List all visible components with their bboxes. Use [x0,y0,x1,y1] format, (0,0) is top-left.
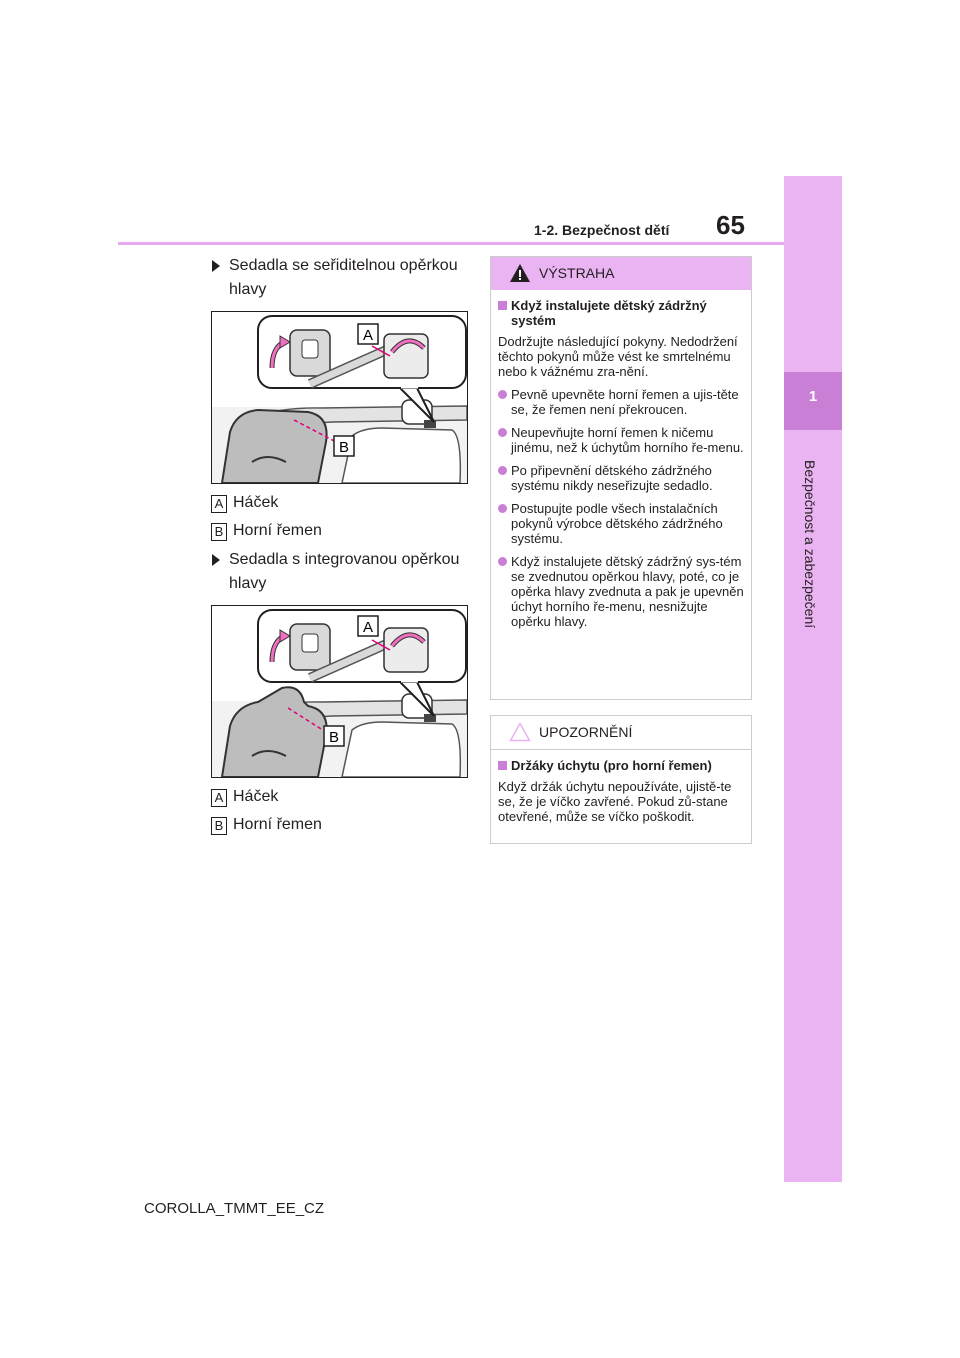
caution-header [491,716,751,750]
warning-subheading: Když instalujete dětský zádržný systém [498,298,745,328]
caution-triangle-icon [509,722,531,742]
warning-triangle-icon [509,263,531,283]
warning-bullet-5: Když instalujete dětský zádržný sys-tém se zvednutou opěrkou hlavy, poté, co je opěrka hlavy zvednuta a pak je upevněn úchyt horního ře-menu, nesnižujte opěrku hlavy. [498,554,745,629]
figure1-label-a: A [362,327,374,344]
page-number: 65 [716,210,745,240]
triangle-bullet-icon [212,554,220,566]
warning-bullet-2: Neupevňujte horní řemen k ničemu jinému, než k úchytům horního ře-menu. [498,425,745,455]
figure-integrated-headrest [211,605,468,778]
triangle-bullet-icon [212,260,220,272]
warning-bullet-1: Pevně upevněte horní řemen a ujis-těte se, že řemen není překroucen. [498,387,745,417]
figure-adjustable-headrest [211,311,468,484]
warning-bullet-3: Po připevnění dětského zádržného systému nikdy neseřizujte sedadlo. [498,463,745,493]
footer-doc-code: COROLLA_TMMT_EE_CZ [144,1200,325,1217]
warning-title: VÝSTRAHA [539,265,615,281]
caution-box [490,715,752,844]
warning-intro: Dodržujte následující pokyny. Nedodržení těchto pokynů může vést ke smrtelnému nebo k vážnému zra-nění. [498,334,738,379]
warning-box [490,256,752,700]
caution-title: UPOZORNĚNÍ [539,724,633,740]
figure1-label-b: B [338,439,350,456]
side-tab-title: Bezpečnost a zabezpečení [802,460,818,629]
figure2-label-a: A [362,619,374,636]
caution-text: Když držák úchytu nepoužíváte, ujistě-te se, že je víčko zavřené. Pokud zů-stane otevřené, může se víčko poškodit. [498,779,732,824]
section-title: 1-2. Bezpečnost dětí [534,222,670,238]
figure2-label-b: B [328,729,340,746]
caution-subheading: Držáky úchytu (pro horní řemen) [498,758,745,773]
side-tab-bar [784,176,842,1182]
side-tab-number: 1 [808,388,818,405]
heading-adjustable-headrest: Sedadla se seřiditelnou opěrkou hlavy [212,254,472,302]
warning-bullet-4: Postupujte podle všech instalačních pokynů výrobce dětského zádržného systému. [498,501,745,546]
header-rule [118,242,784,245]
heading-integrated-headrest: Sedadla s integrovanou opěrkou hlavy [212,548,472,596]
warning-header [491,257,751,290]
